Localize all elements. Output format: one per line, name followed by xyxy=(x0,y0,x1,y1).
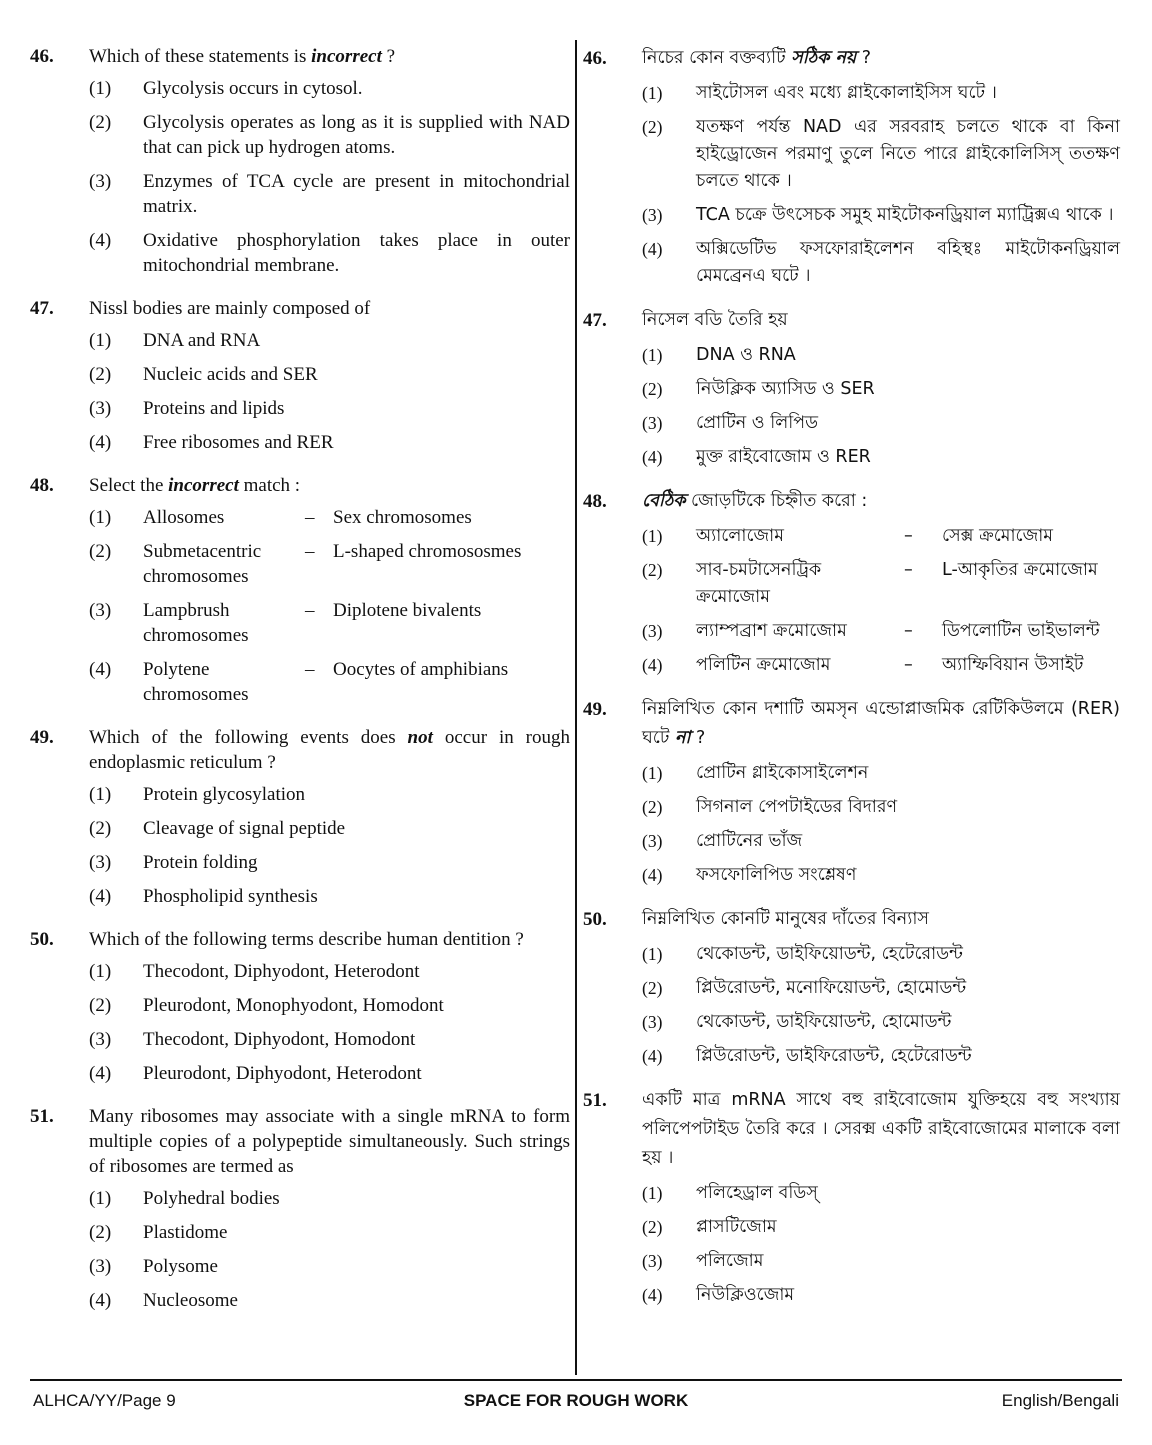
question xyxy=(583,695,1120,896)
question-number: 50. xyxy=(583,909,607,930)
match-left: অ্যালোজোম xyxy=(696,526,784,546)
stem-text: নিসেল বডি তৈরি হয় xyxy=(642,310,788,330)
option xyxy=(89,884,570,909)
match-right: L-shaped chromososmes xyxy=(333,541,522,562)
option-text: Oxidative phosphorylation takes place in outer mitochondrial membrane. xyxy=(143,230,570,276)
question-body xyxy=(89,927,570,1095)
option xyxy=(89,228,570,278)
option xyxy=(89,598,570,648)
option xyxy=(642,342,1120,369)
option-text: Protein folding xyxy=(143,852,258,873)
rough-work-label: SPACE FOR ROUGH WORK xyxy=(463,1391,689,1410)
option xyxy=(642,202,1120,229)
match-dash: – xyxy=(904,526,913,546)
english-column xyxy=(30,44,570,1331)
stem-text: Many ribosomes may associate with a single mRNA to form multiple copies of a polypeptide simultaneously. Such strings of ribosomes are termed as xyxy=(89,1106,570,1177)
stem-text: Which of the following terms describe human dentition ? xyxy=(89,929,524,950)
question-stem xyxy=(89,927,570,952)
option-number: (1) xyxy=(642,526,663,546)
question-stem xyxy=(89,1104,570,1179)
question xyxy=(583,905,1120,1077)
stem-emphasis: বেঠিক xyxy=(642,491,686,511)
match-left: পলিটিন ক্রমোজোম xyxy=(696,655,831,675)
question-number: 49. xyxy=(30,727,54,748)
match-left: সাব-চমটাসেনট্রিক ক্রমোজোম xyxy=(696,560,822,607)
match-right: Diplotene bivalents xyxy=(333,600,482,621)
question xyxy=(30,927,570,1095)
option xyxy=(642,376,1120,403)
question-body xyxy=(89,44,570,287)
question xyxy=(583,44,1120,297)
option-number: (3) xyxy=(89,852,112,873)
option xyxy=(89,850,570,875)
option-number: (4) xyxy=(89,1290,112,1311)
option xyxy=(89,1254,570,1279)
option xyxy=(89,396,570,421)
option-number: (1) xyxy=(642,345,663,365)
option-number: (3) xyxy=(89,1029,112,1050)
option xyxy=(642,236,1120,290)
option-number: (4) xyxy=(642,1285,663,1305)
option xyxy=(642,941,1120,968)
option xyxy=(89,1288,570,1313)
column-divider xyxy=(575,40,577,1375)
question xyxy=(30,725,570,918)
language-label: English/Bengali xyxy=(1001,1391,1119,1410)
stem-text: একটি মাত্র mRNA সাথে বহু রাইবোজোম যুক্তিহয়ে বহু সংখ্যায় পলিপেপটাইড তৈরি করে । সেরক্ম একটি রাইবোজোমের মালাকে বলা হয় । xyxy=(642,1090,1120,1168)
footer-rule xyxy=(30,1379,1122,1381)
question-body xyxy=(89,296,570,464)
option-text: প্রোটিনের ভাঁজ xyxy=(696,831,803,851)
option-text: Protein glycosylation xyxy=(143,784,306,805)
option xyxy=(642,1009,1120,1036)
stem-emphasis: incorrect xyxy=(168,475,239,496)
option xyxy=(642,794,1120,821)
match-left: Submetacentric chromosomes xyxy=(143,541,262,587)
option-number: (2) xyxy=(89,364,112,385)
stem-emphasis: সঠিক নয় xyxy=(791,48,857,68)
option-text: Glycolysis occurs in cytosol. xyxy=(143,78,363,99)
option xyxy=(642,410,1120,437)
option-number: (1) xyxy=(89,1188,112,1209)
option xyxy=(89,782,570,807)
question-number: 47. xyxy=(30,298,54,319)
option xyxy=(642,523,1120,550)
match-dash: – xyxy=(305,507,315,528)
question-body xyxy=(89,725,570,918)
option-text: Phospholipid synthesis xyxy=(143,886,318,907)
option-text: থেকোডন্ট, ডাইফিয়োডন্ট, হোমোডন্ট xyxy=(696,1012,952,1032)
option-text: পলিহেড্রাল বডিস্ xyxy=(696,1183,818,1203)
option-text: প্লিউরোডন্ট, মনোফিয়োডন্ট, হোমোডন্ট xyxy=(696,978,967,998)
question-stem xyxy=(642,44,1120,73)
stem-suffix: match : xyxy=(238,475,301,496)
option-number: (1) xyxy=(642,83,663,103)
question-stem xyxy=(89,725,570,775)
option-number: (3) xyxy=(642,831,663,851)
option xyxy=(89,76,570,101)
option xyxy=(89,430,570,455)
option-number: (3) xyxy=(89,1256,112,1277)
option xyxy=(642,1214,1120,1241)
option-text: পলিজোম xyxy=(696,1251,764,1271)
stem-text: Which of the following events does xyxy=(89,727,408,748)
stem-text: নিম্নলিখিত কোনটি মানুষের দাঁতের বিন্যাস xyxy=(642,909,929,929)
option-number: (2) xyxy=(642,117,663,137)
option xyxy=(642,1248,1120,1275)
option xyxy=(89,110,570,160)
question-stem xyxy=(642,306,1120,335)
option xyxy=(642,444,1120,471)
option xyxy=(642,557,1120,611)
option-text: Thecodont, Diphyodont, Homodont xyxy=(143,1029,416,1050)
stem-suffix: occur in rough endoplasmic reticulum ? xyxy=(89,727,570,773)
option-number: (2) xyxy=(642,560,663,580)
stem-text: Select the xyxy=(89,475,169,496)
question-body xyxy=(89,473,570,716)
option-text: সাইটোসল এবং মধ্যে গ্লাইকোলাইসিস ঘটে । xyxy=(696,83,997,103)
match-left: Allosomes xyxy=(143,507,225,528)
stem-text: নিম্নলিখিত কোন দশাটি অমসৃন এন্ডোপ্লাজমিক রেটিকিউলমে (RER) ঘটে xyxy=(642,699,1120,748)
question xyxy=(583,487,1120,686)
match-left: ল্যাম্পব্রাশ ক্রমোজোম xyxy=(696,621,847,641)
option-number: (4) xyxy=(642,865,663,885)
match-right: Oocytes of amphibians xyxy=(333,659,509,680)
match-dash: – xyxy=(904,621,913,641)
option-number: (2) xyxy=(89,995,112,1016)
option-text: প্রোটিন গ্লাইকোসাইলেশন xyxy=(696,763,869,783)
question-stem xyxy=(89,44,570,69)
option-text: সিগনাল পেপটাইডের বিদারণ xyxy=(696,797,898,817)
question-body xyxy=(642,44,1120,297)
stem-suffix: জোড়টিকে চিহ্নীত করো : xyxy=(685,491,868,511)
option-text: Proteins and lipids xyxy=(143,398,285,419)
option xyxy=(89,362,570,387)
option-number: (1) xyxy=(89,507,112,528)
option-number: (4) xyxy=(89,230,112,251)
question-body xyxy=(642,1086,1120,1316)
option xyxy=(642,760,1120,787)
match-left: Lampbrush chromosomes xyxy=(143,600,249,646)
question xyxy=(583,306,1120,478)
stem-suffix: ? xyxy=(381,46,396,67)
option xyxy=(642,652,1120,679)
match-right: অ্যাম্ফিবিয়ান উসাইট xyxy=(942,655,1084,675)
question-number: 48. xyxy=(583,491,607,512)
option-text: Polysome xyxy=(143,1256,218,1277)
question-number: 51. xyxy=(583,1090,607,1111)
question-number: 47. xyxy=(583,310,607,331)
option-number: (1) xyxy=(89,784,112,805)
option xyxy=(89,169,570,219)
option-text: Pleurodont, Monophyodont, Homodont xyxy=(143,995,444,1016)
option-number: (1) xyxy=(642,763,663,783)
option xyxy=(642,828,1120,855)
option-number: (1) xyxy=(89,961,112,982)
question-stem xyxy=(89,296,570,321)
option xyxy=(642,618,1120,645)
option xyxy=(89,959,570,984)
question-number: 46. xyxy=(583,48,607,69)
option-text: Thecodont, Diphyodont, Heterodont xyxy=(143,961,420,982)
option-text: নিউক্লিক অ্যাসিড ও SER xyxy=(696,379,875,399)
bengali-column xyxy=(583,44,1120,1325)
option-text: DNA and RNA xyxy=(143,330,261,351)
option-number: (4) xyxy=(89,659,112,680)
option-text: যতক্ষণ পর্যন্ত NAD এর সরবরাহ চলতে থাকে বা কিনা হাইড্রোজেন পরমাণু তুলে নিতে পারে গ্লাইকোলিসিস্ ততক্ষণ চলতে থাকে । xyxy=(696,117,1120,191)
option-text: থেকোডন্ট, ডাইফিয়োডন্ট, হেটেরোডন্ট xyxy=(696,944,963,964)
option-number: (2) xyxy=(89,818,112,839)
question-stem xyxy=(642,1086,1120,1173)
question xyxy=(30,1104,570,1322)
option-number: (3) xyxy=(642,1012,663,1032)
option-number: (4) xyxy=(642,447,663,467)
option-number: (2) xyxy=(642,1217,663,1237)
stem-emphasis: incorrect xyxy=(311,46,382,67)
option-text: Pleurodont, Diphyodont, Heterodont xyxy=(143,1063,422,1084)
option xyxy=(89,1061,570,1086)
option-number: (4) xyxy=(642,239,663,259)
option-number: (4) xyxy=(89,1063,112,1084)
option-number: (2) xyxy=(642,978,663,998)
match-right: L-আকৃতির ক্রমোজোম xyxy=(942,560,1098,580)
option-text: Polyhedral bodies xyxy=(143,1188,280,1209)
stem-emphasis: না xyxy=(674,728,691,748)
option-number: (3) xyxy=(642,205,663,225)
option xyxy=(89,816,570,841)
option-text: TCA চক্রে উৎসেচক সমুহ মাইটোকনড্রিয়াল ম্যাট্রিক্সএ থাকে । xyxy=(696,205,1114,225)
question-stem xyxy=(642,695,1120,753)
option xyxy=(642,975,1120,1002)
option-number: (1) xyxy=(89,330,112,351)
option-number: (4) xyxy=(642,655,663,675)
question-body xyxy=(642,905,1120,1077)
option-number: (2) xyxy=(642,379,663,399)
option xyxy=(89,1220,570,1245)
option-text: প্লাসটিজোম xyxy=(696,1217,777,1237)
option-number: (3) xyxy=(89,398,112,419)
option xyxy=(89,539,570,589)
option xyxy=(642,862,1120,889)
option-text: DNA ও RNA xyxy=(696,345,796,365)
match-dash: – xyxy=(904,560,913,580)
question-stem xyxy=(642,487,1120,516)
option-number: (3) xyxy=(89,171,112,192)
option-number: (2) xyxy=(89,1222,112,1243)
option-number: (1) xyxy=(642,1183,663,1203)
question-number: 48. xyxy=(30,475,54,496)
question-number: 51. xyxy=(30,1106,54,1127)
stem-text: Which of these statements is xyxy=(89,46,312,67)
option xyxy=(642,1282,1120,1309)
match-right: Sex chromosomes xyxy=(333,507,472,528)
option-number: (1) xyxy=(89,78,112,99)
option xyxy=(642,80,1120,107)
question-body xyxy=(642,487,1120,686)
question-number: 46. xyxy=(30,46,54,67)
option-number: (3) xyxy=(642,621,663,641)
match-left: Polytene chromosomes xyxy=(143,659,249,705)
option-text: Free ribosomes and RER xyxy=(143,432,334,453)
option-text: নিউক্লিওজোম xyxy=(696,1285,795,1305)
option xyxy=(89,657,570,707)
option xyxy=(642,1180,1120,1207)
match-dash: – xyxy=(305,600,315,621)
match-dash: – xyxy=(305,659,315,680)
option-number: (3) xyxy=(642,413,663,433)
question xyxy=(30,296,570,464)
option-number: (2) xyxy=(89,541,112,562)
stem-text: নিচের কোন বক্তব্যটি xyxy=(642,48,792,68)
option xyxy=(89,1186,570,1211)
option-text: Nucleosome xyxy=(143,1290,238,1311)
option-text: প্লিউরোডন্ট, ডাইফিরোডন্ট, হেটেরোডন্ট xyxy=(696,1046,972,1066)
option-text: Enzymes of TCA cycle are present in mitochondrial matrix. xyxy=(143,171,570,217)
option-number: (3) xyxy=(642,1251,663,1271)
option-number: (1) xyxy=(642,944,663,964)
question-stem xyxy=(89,473,570,498)
option xyxy=(89,505,570,530)
question xyxy=(583,1086,1120,1316)
option-number: (4) xyxy=(89,886,112,907)
option xyxy=(89,328,570,353)
question-number: 49. xyxy=(583,699,607,720)
option-number: (4) xyxy=(642,1046,663,1066)
option-text: Nucleic acids and SER xyxy=(143,364,318,385)
question xyxy=(30,44,570,287)
option-text: অক্সিডেটিভ ফসফোরাইলেশন বহিস্থঃ মাইটোকনড্রিয়াল মেমব্রেনএ ঘটে । xyxy=(696,239,1120,286)
question xyxy=(30,473,570,716)
question-number: 50. xyxy=(30,929,54,950)
option-number: (3) xyxy=(89,600,112,621)
option xyxy=(89,993,570,1018)
option-number: (4) xyxy=(89,432,112,453)
option-text: Glycolysis operates as long as it is supplied with NAD that can pick up hydrogen atoms. xyxy=(143,112,570,158)
option xyxy=(642,114,1120,195)
option xyxy=(642,1043,1120,1070)
stem-emphasis: not xyxy=(407,727,433,748)
match-right: ডিপলোটিন ভাইভালন্ট xyxy=(942,621,1100,641)
question-body xyxy=(642,695,1120,896)
stem-suffix: ? xyxy=(690,728,706,748)
match-dash: – xyxy=(305,541,315,562)
stem-suffix: ? xyxy=(856,48,872,68)
question-stem xyxy=(642,905,1120,934)
option-text: ফসফোলিপিড সংশ্লেষণ xyxy=(696,865,857,885)
option-text: Cleavage of signal peptide xyxy=(143,818,346,839)
option-text: প্রোটিন ও লিপিড xyxy=(696,413,819,433)
question-body xyxy=(642,306,1120,478)
match-dash: – xyxy=(904,655,913,675)
question-body xyxy=(89,1104,570,1322)
match-right: সেক্স ক্রমোজোম xyxy=(942,526,1054,546)
option-text: মুক্ত রাইবোজোম ও RER xyxy=(696,447,871,467)
page-code: ALHCA/YY/Page 9 xyxy=(33,1391,176,1410)
option-text: Plastidome xyxy=(143,1222,228,1243)
stem-text: Nissl bodies are mainly composed of xyxy=(89,298,371,319)
option-number: (2) xyxy=(642,797,663,817)
option xyxy=(89,1027,570,1052)
option-number: (2) xyxy=(89,112,112,133)
